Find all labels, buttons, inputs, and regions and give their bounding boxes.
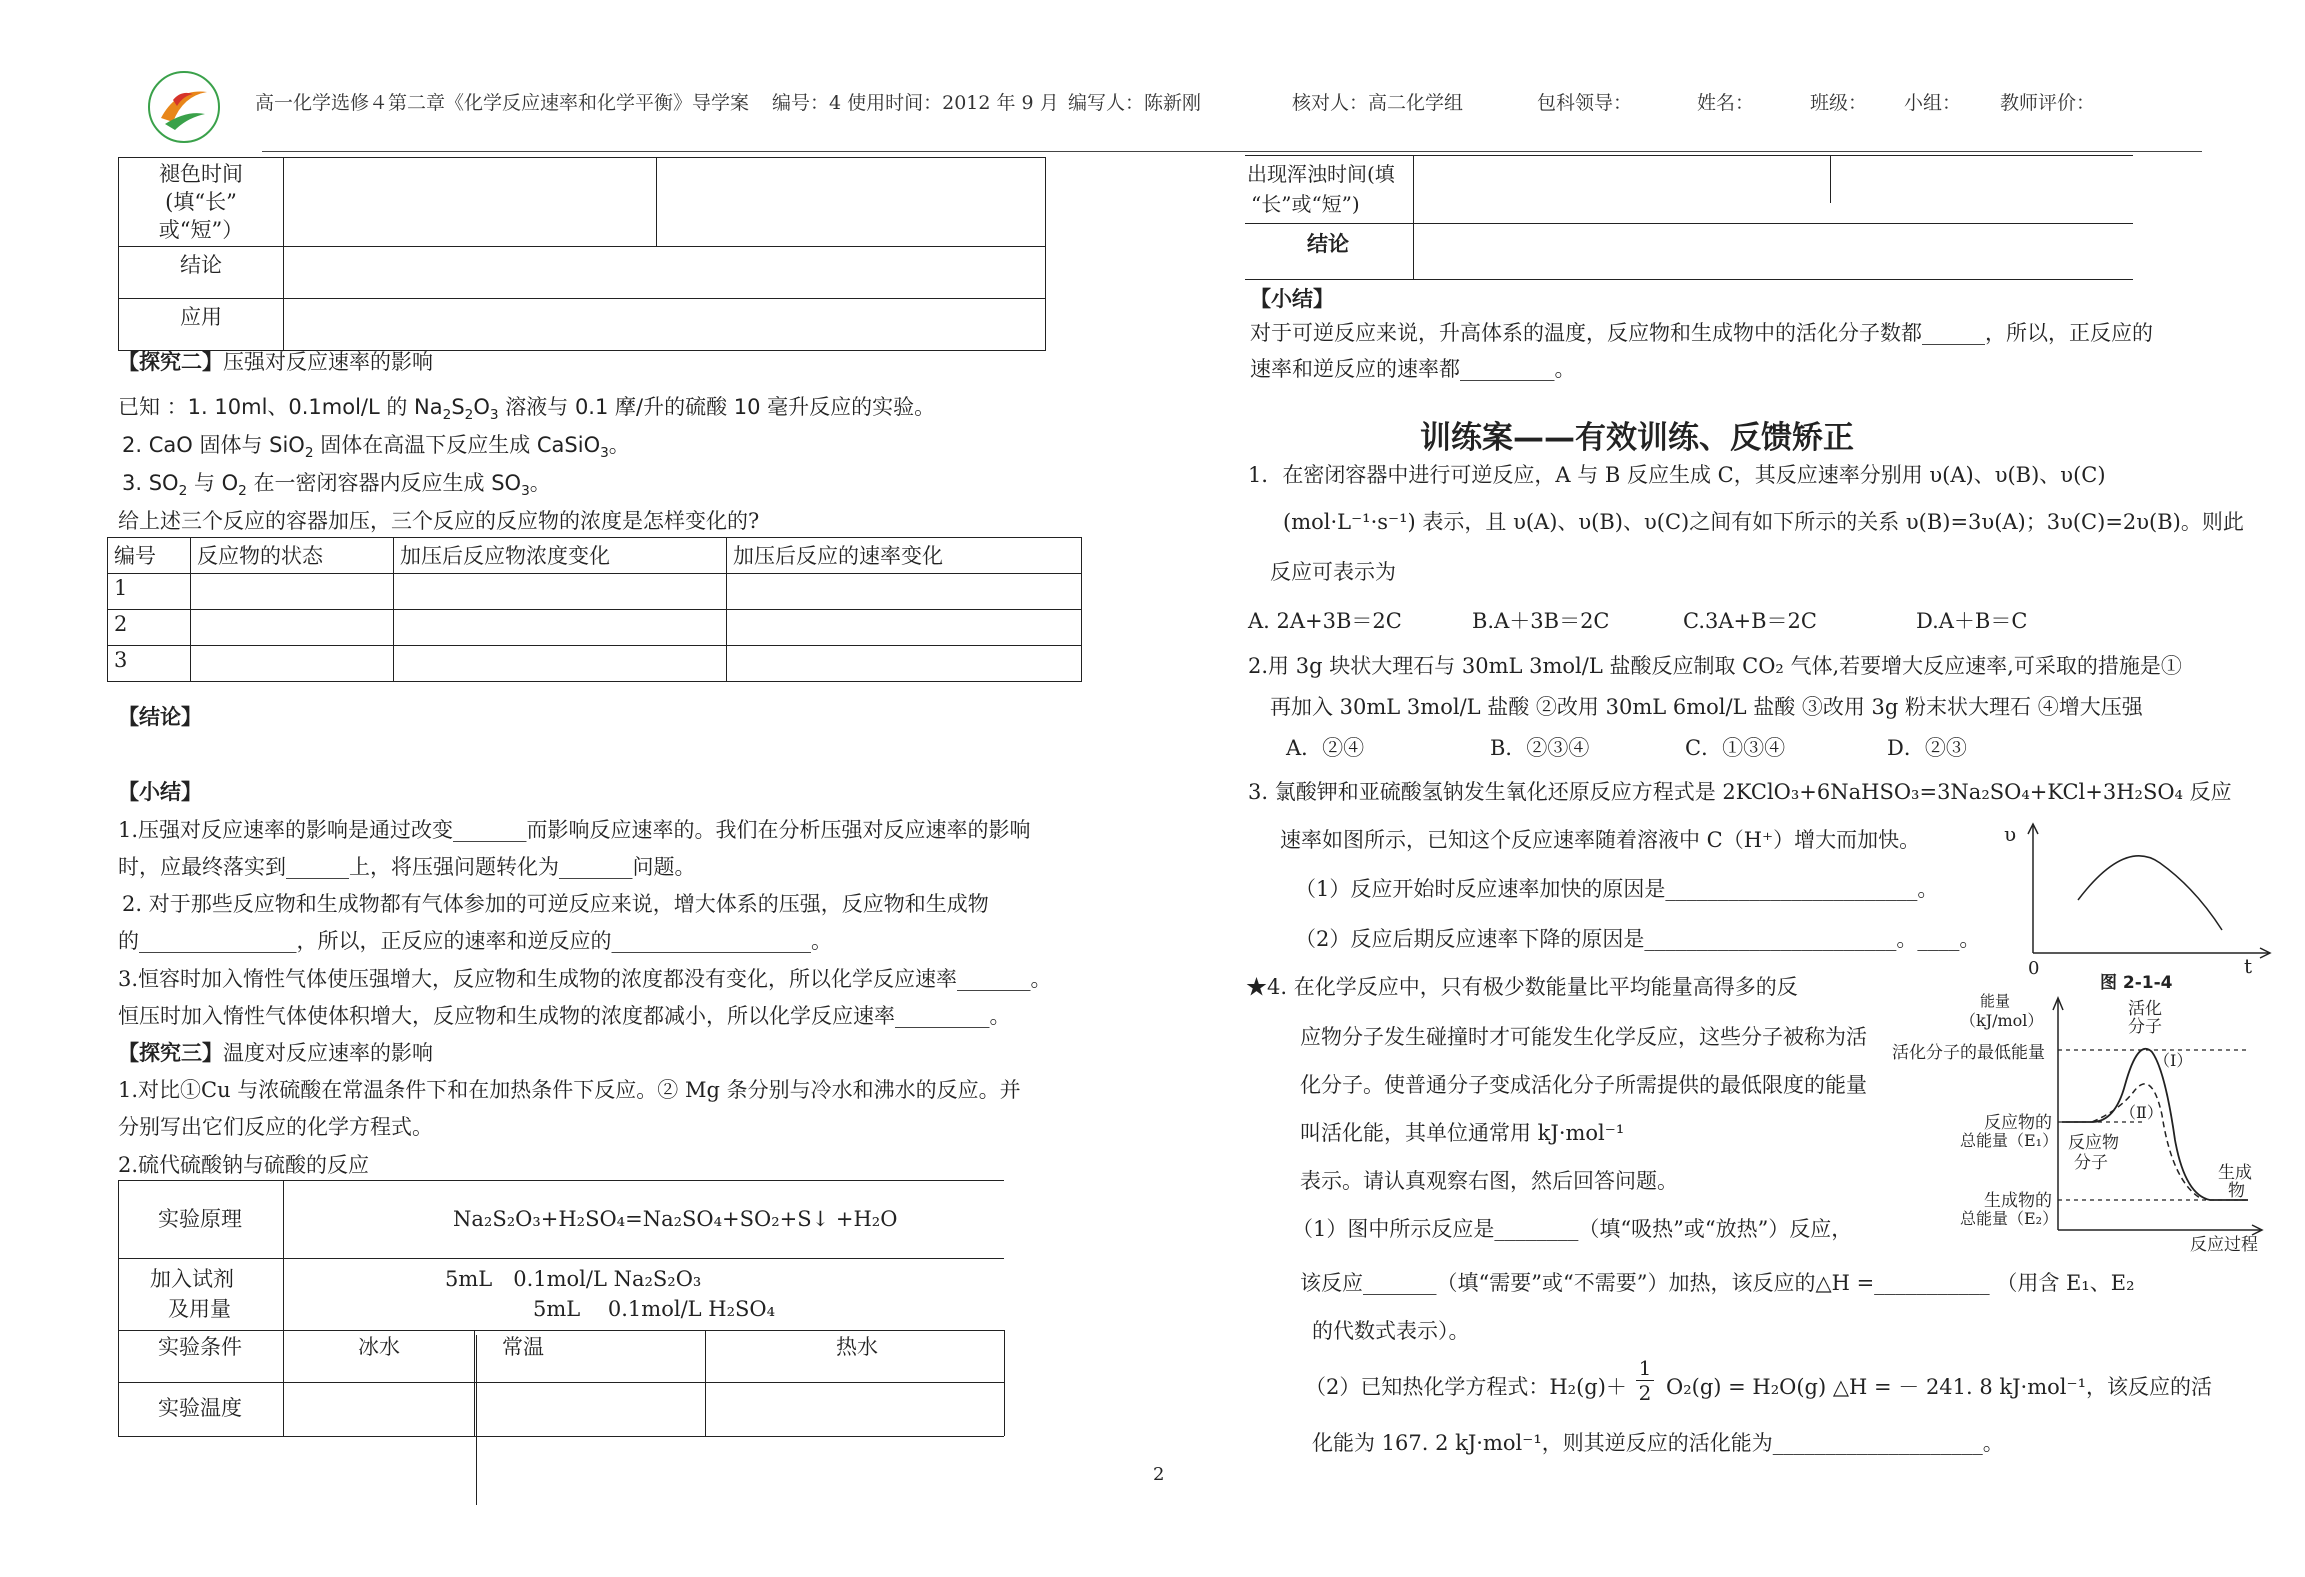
q4-2b: O₂(g) = H₂O(g) △H = － 241. 8 kJ·mol⁻¹，该反应的活 xyxy=(1666,1375,2213,1399)
fraction-one-half: 1 2 xyxy=(1636,1356,1654,1405)
summary-2b: 的_______________，所以，正反应的速率和逆反应的___________________。 xyxy=(118,929,832,953)
reactant-total-label: 反应物的 xyxy=(1984,1113,2052,1133)
principle-label: 实验原理 xyxy=(158,1207,242,1231)
origin-label: 0 xyxy=(2028,958,2040,979)
right-summary-heading: 【小结】 xyxy=(1250,286,1334,311)
lowest-energy-label: 活化分子的最低能量 xyxy=(1892,1043,2045,1063)
q4-e: 表示。请认真观察右图，然后回答问题。 xyxy=(1300,1169,1678,1193)
curve-2-label: （Ⅱ） xyxy=(2120,1103,2163,1122)
temperature-label: 实验温度 xyxy=(158,1396,242,1420)
header-group: 小组： xyxy=(1904,92,1962,114)
pressure-table xyxy=(107,537,1082,682)
energy-unit: （kJ/mol） xyxy=(1960,1011,2044,1030)
table-row: 3 xyxy=(108,646,191,682)
summary-2a: 2. 对于那些反应物和生成物都有气体参加的可逆反应来说，增大体系的压强，反应物和生成物 xyxy=(122,892,989,916)
process-axis-label: 反应过程 xyxy=(2190,1235,2258,1255)
q4-2a: （2）已知热化学方程式：H₂(g)＋ xyxy=(1305,1375,1627,1399)
table-header: 加压后反应物浓度变化 xyxy=(394,538,727,574)
condition-hot: 热水 xyxy=(836,1335,878,1359)
q4-1b: 该反应_______（填“需要”或“不需要”）加热，该反应的△H =___________ （用含 E₁、E₂ xyxy=(1300,1271,2135,1295)
q2-a: 2.用 3g 块状大理石与 30mL 3mol/L 盐酸反应制取 CO₂ 气体,若要增大反应速率,可采取的措施是① xyxy=(1248,654,2182,678)
known-1: 已知 ：1. 10ml、0.1mol/L 的 $Na_2S_2O_3$ 溶液与 0.1 摩/升的硫酸 10 毫升反应的实验。 xyxy=(118,395,936,424)
q2-option-d: D．②③ xyxy=(1887,736,1967,760)
energy-profile-figure: 能量 （kJ/mol） 活化 分子 活化分子的最低能量 （Ⅰ） （Ⅱ） 反应物的 总能量（E₁） 反应物 分子 生成 物 生成物的 总能量（E₂） 反应过程 xyxy=(1880,990,2275,1255)
table-header: 反应物的状态 xyxy=(191,538,394,574)
summary-1b: 时，应最终落实到______上，将压强问题转化为_______问题。 xyxy=(118,855,696,879)
right-summary-1: 对于可逆反应来说，升高体系的温度，反应物和生成物中的活化分子数都______，所以，正反应的 xyxy=(1250,321,2153,345)
q4-b: 应物分子发生碰撞时才可能发生化学反应，这些分子被称为活 xyxy=(1300,1025,1867,1049)
explore3-2: 2.硫代硫酸钠与硫酸的反应 xyxy=(118,1153,370,1177)
q2-option-c: C．①③④ xyxy=(1685,736,1786,760)
header-number: 编号：4 使用时间：2012 年 9 月 xyxy=(772,92,1059,114)
q2-option-b: B．②③④ xyxy=(1490,736,1590,760)
explore2-heading: 【探究二】压强对反应速率的影响 xyxy=(118,349,433,374)
q2-b: 再加入 30mL 3mol/L 盐酸 ②改用 30mL 6mol/L 盐酸 ③改用 3g 粉末状大理石 ④增大压强 xyxy=(1270,695,2143,719)
q4-a: ★4. 在化学反应中，只有极少数能量比平均能量高得多的反 xyxy=(1246,975,1798,999)
energy-axis-label: 能量 xyxy=(1980,992,2011,1010)
stray-line xyxy=(476,1335,477,1505)
table-row: 2 xyxy=(108,610,191,646)
rate-curve-figure xyxy=(2000,818,2290,993)
known-2: 2. CaO 固体与 SiO$_2$ 固体在高温下反应生成 CaSiO$_3$。 xyxy=(122,433,630,462)
application-label: 应用 xyxy=(119,299,284,351)
table-header: 加压后反应的速率变化 xyxy=(727,538,1082,574)
q4-1a: （1）图中所示反应是________（填“吸热”或“放热”）反应， xyxy=(1292,1217,1853,1241)
product-label: 生成 xyxy=(2218,1163,2252,1183)
q3-b: 速率如图所示，已知这个反应速率随着溶液中 C（H⁺）增大而加快。 xyxy=(1280,828,1921,852)
q4-c: 化分子。使普通分子变成活化分子所需提供的最低限度的能量 xyxy=(1300,1073,1867,1097)
fading-time-table: 褪色时间(填“长” 或“短”） 结论 应用 xyxy=(118,157,1046,351)
training-title: 训练案——有效训练、反馈矫正 xyxy=(1420,420,1854,456)
curve-1-label: （Ⅰ） xyxy=(2154,1051,2193,1070)
header-leader: 包科领导： xyxy=(1537,92,1633,114)
header-checker: 核对人：高二化学组 xyxy=(1292,92,1464,114)
turbidity-table: 出现浑浊时间(填 “长”或“短”) 结论 xyxy=(1245,155,2133,280)
product-total-label: 生成物的 xyxy=(1984,1191,2052,1211)
summary-1a: 1.压强对反应速率的影响是通过改变_______而影响反应速率的。我们在分析压强对反应速率的影响 xyxy=(118,818,1031,842)
page-number: 2 xyxy=(1153,1464,1165,1485)
q3-a: 3. 氯酸钾和亚硫酸氢钠发生氧化还原反应方程式是 2KClO₃+6NaHSO₃=3Na₂SO₄+KCl+3H₂SO₄ 反应 xyxy=(1248,780,2232,804)
explore3-1b: 分别写出它们反应的化学方程式。 xyxy=(118,1115,433,1139)
right-summary-2: 速率和逆反应的速率都_________。 xyxy=(1250,357,1576,381)
header-rule xyxy=(262,151,2202,152)
q1-option-b: B.A＋3B＝2C xyxy=(1472,609,1610,633)
activated-label: 活化 xyxy=(2128,999,2162,1019)
turbidity-time-label: 出现浑浊时间(填 xyxy=(1247,162,1395,186)
q2-option-a: A．②④ xyxy=(1286,736,1365,760)
reactant-molecule-label: 反应物 xyxy=(2068,1133,2119,1153)
pressure-question: 给上述三个反应的容器加压，三个反应的反应物的浓度是怎样变化的? xyxy=(118,509,760,533)
q1-b: (mol·L⁻¹·s⁻¹) 表示，且 υ(A)、υ(B)、υ(C)之间有如下所示的关系 υ(B)=3υ(A)；3υ(C)=2υ(B)。则此 xyxy=(1283,510,2244,534)
explore3-heading: 【探究三】温度对反应速率的影响 xyxy=(118,1040,433,1065)
q1-option-a: A. 2A+3B＝2C xyxy=(1248,609,1402,633)
table-row: 1 xyxy=(108,574,191,610)
header-teacher-eval: 教师评价： xyxy=(2000,92,2096,114)
known-3: 3. $SO_2$ 与 $O_2$ 在一密闭容器内反应生成 $SO_3$。 xyxy=(122,471,551,500)
q3-1: （1）反应开始时反应速率加快的原因是________________________。 xyxy=(1295,877,1939,901)
summary-heading: 【小结】 xyxy=(118,779,202,804)
condition-room: 常温 xyxy=(502,1335,544,1359)
explore3-1a: 1.对比①Cu 与浓硫酸在常温条件下和在加热条件下反应。② Mg 条分别与冷水和沸水的反应。并 xyxy=(118,1078,1021,1102)
reagent-2: 5mL 0.1mol/L H₂SO₄ xyxy=(533,1297,776,1321)
condition-ice: 冰水 xyxy=(358,1335,400,1359)
school-logo xyxy=(147,70,221,144)
turbidity-conclusion: 结论 xyxy=(1307,231,1349,256)
q3-2: （2）反应后期反应速率下降的原因是________________________。____。 xyxy=(1295,927,1981,951)
header-title: 高一化学选修４第二章《化学反应速率和化学平衡》导学案 xyxy=(255,92,750,114)
experiment-table: 实验原理 Na₂S₂O₃+H₂SO₄=Na₂SO₄+SO₂+S↓ +H₂O 加入试剂 及用量 5mL 0.1mol/L Na₂S₂O₃ 5mL 0.1mol/L H₂SO₄ 实验条件 冰水 常温 热水 实验温度 xyxy=(118,1180,1006,1438)
t-axis-label: t xyxy=(2244,954,2253,978)
header-author: 编写人：陈新刚 xyxy=(1068,92,1202,114)
fading-time-label: 褪色时间(填“长” xyxy=(159,162,243,214)
figure-caption: 图 2-1-4 xyxy=(2100,973,2173,993)
q4-1c: 的代数式表示）。 xyxy=(1312,1319,1470,1343)
header-class: 班级： xyxy=(1810,92,1868,114)
table-header: 编号 xyxy=(108,538,191,574)
reagent-1: 5mL 0.1mol/L Na₂S₂O₃ xyxy=(445,1267,702,1291)
reagent-label: 加入试剂 xyxy=(150,1267,234,1291)
q1-c: 反应可表示为 xyxy=(1270,560,1396,584)
q4-d: 叫活化能，其单位通常用 kJ·mol⁻¹ xyxy=(1300,1121,1625,1145)
principle-equation: Na₂S₂O₃+H₂SO₄=Na₂SO₄+SO₂+S↓ +H₂O xyxy=(453,1207,898,1231)
q1-a: 1．在密闭容器中进行可逆反应，A 与 B 反应生成 C，其反应速率分别用 υ(A)、υ(B)、υ(C) xyxy=(1248,463,2106,487)
condition-label: 实验条件 xyxy=(158,1335,242,1359)
summary-3b: 恒压时加入惰性气体使体积增大，反应物和生成物的浓度都减小，所以化学反应速率_________。 xyxy=(118,1004,1011,1028)
summary-3a: 3.恒容时加入惰性气体使压强增大，反应物和生成物的浓度都没有变化，所以化学反应速率_______。 xyxy=(118,967,1052,991)
q1-option-c: C.3A+B＝2C xyxy=(1683,609,1817,633)
q4-2c: 化能为 167. 2 kJ·mol⁻¹，则其逆反应的活化能为____________________。 xyxy=(1312,1431,2004,1455)
conclusion-heading: 【结论】 xyxy=(118,704,202,729)
q1-option-d: D.A＋B＝C xyxy=(1916,609,2028,633)
header-name: 姓名： xyxy=(1697,92,1755,114)
conclusion-label: 结论 xyxy=(119,247,284,299)
v-axis-label: υ xyxy=(2004,822,2017,846)
